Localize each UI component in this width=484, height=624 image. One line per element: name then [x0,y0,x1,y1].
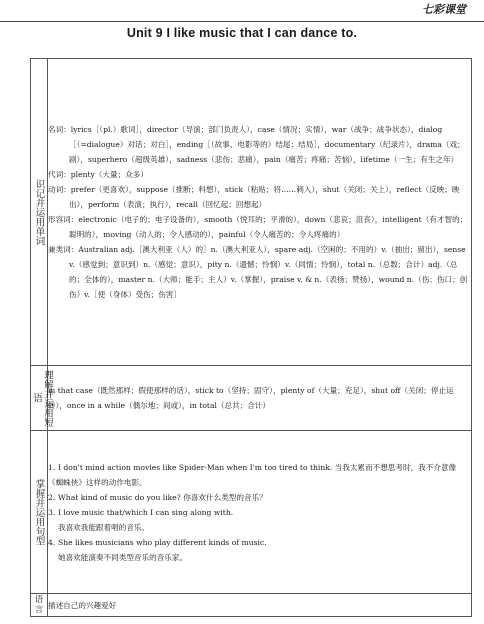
language-content [48,594,472,617]
sentence-row [31,431,472,594]
sentence-chinese: 她喜欢能演奏不同类型音乐的音乐家。 [58,552,188,562]
sentence-number: 2. [48,492,56,502]
vocab-nouns: 名词：lyrics［（pl.）歌词］，director（导演；部门负责人），case（情况；实情），war（战争；战争状态），dialog［（=dialogue）对话；对白］，ending［（故事、电影等的）结尾；结局］，documentary（纪录片），drama（戏；剧），superhero（超级英雄），sadness（悲伤；悲痛），pain（痛苦；疼痛；苦恼），lifetime（一生；有生之年） [48,125,465,164]
study-table [30,58,472,617]
sentence-item [48,535,471,565]
sentence-english: I love music that/which I can sing along with. [58,507,234,517]
phrase-category-label: 理解并运用短语 [31,369,53,427]
page-title: Unit 9 I like music that I can dance to. [126,26,358,40]
sentence-content [48,431,472,594]
phrase-content [48,366,472,431]
sentence-number: 3. [48,507,56,517]
phrase-row [31,366,472,431]
vocab-pronouns: 代词：plenty（大量；众多） [48,170,148,179]
sentence-category-label: 掌握并运用句型 [33,478,45,546]
sentence-english: I don't mind action movies like Spider-Man when I'm too tired to think. [58,462,333,472]
vocab-row [31,59,472,366]
sentence-category [31,431,48,594]
header-divider [0,21,484,22]
sentence-english: She likes musicians who play different kinds of music. [58,537,267,547]
sentence-chinese: 你喜欢什么类型的音乐？ [183,492,267,502]
vocab-adjectives: 形容词：electronic（电子的；电子设备的），smooth（悦耳的；平滑的），down（悲哀；沮丧），intelligent（有才智的；聪明的），moving（动人的；令人感动的），painful（令人痛苦的；令人疼痛的） [48,215,468,239]
language-row [31,594,472,617]
vocab-category-label: 识记并运用单词 [33,178,45,246]
vocab-multi-class: 兼类词：Australian adj.［澳大利亚（人）的］n.（澳大利亚人），spare adj.（空闲的；不用的）v.（抽出；留出），sense v.（感觉到；意识到）n.（感觉；意识），pity n.（遗憾；怜悯）v.（同情；怜悯），total n.（总数；合计）adj.（总的；全体的），master n.（大师；能手；主人）v.（掌握），praise v. & n.（表扬；赞扬），wound n.（伤；伤口；创伤）v.［使（身体）受伤；伤害］ [48,245,468,299]
language-category [31,594,48,617]
sentence-item [48,490,471,505]
sentence-english: What kind of music do you like? [58,492,181,502]
vocab-content [48,59,472,366]
language-text: 描述自己的兴趣爱好 [48,600,117,610]
vocab-category [31,59,48,366]
language-category-label: 语言 [34,595,44,615]
sentence-item [48,505,471,535]
sentence-item [48,460,471,490]
sentence-number: 4. [48,537,56,547]
sentence-number: 1. [48,462,56,472]
sentence-chinese: 我喜欢我能跟着唱的音乐。 [58,522,150,532]
brand-logo: 七彩课堂 [422,3,466,16]
phrase-text: in that case（既然那样；假使那样的话），stick to（坚持；固守），plenty of（大量；充足），shut off（关闭；停止运转），once in a while（偶尔地；间或），in total（总共；合计） [48,386,454,410]
vocab-verbs: 动词：prefer（更喜欢），suppose（推断；料想），stick（粘贴；将……刺入），shut（关闭；关上），reflect（反映；映出），perform（表演；执行），recall（回忆起；回想起） [48,185,460,209]
phrase-category [31,366,53,431]
sentence-chinese: 当我太累而不想思考时，我不介意像《蜘蛛侠》这样的动作电影。 [48,462,457,487]
